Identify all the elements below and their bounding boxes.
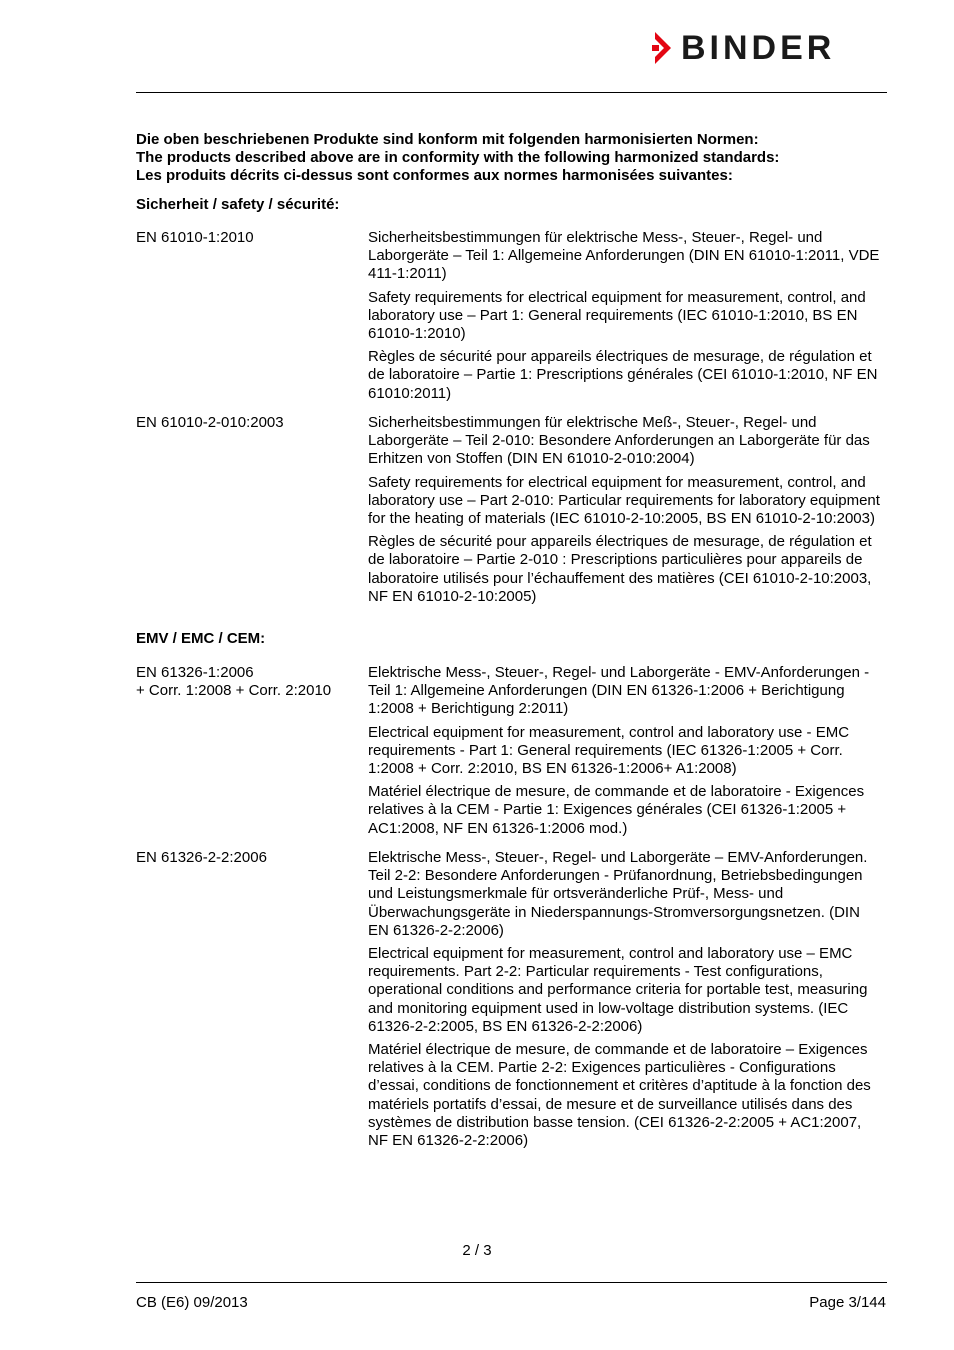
standard-description	[368, 849, 884, 1155]
description-de: Sicherheitsbestimmungen für elektrische Mess-, Steuer-, Regel- und Laborgeräte – Teil 1: Allgemeine Anforderungen (DIN EN 61010-1:2011, VDE 411-1:2011)	[368, 229, 880, 283]
intro-block	[136, 131, 887, 185]
standard-code	[136, 414, 361, 432]
description-en: Electrical equipment for measurement, control and laboratory use - EMC requirements - Part 1: General requirements (IEC 61326-1:2005 + Corr. 1:2008 + Corr. 2:2010, BS EN 61326-1:2006+ A1:2008)	[368, 723, 850, 778]
intro-fr: Les produits décrits ci-dessus sont conformes aux normes harmonisées suivantes:	[136, 167, 733, 184]
intro-de: Die oben beschriebenen Produkte sind konform mit folgenden harmonisierten Normen:	[136, 131, 759, 148]
page-counter: 2 / 3	[462, 1242, 492, 1259]
standard-code	[136, 229, 361, 247]
description-en: Safety requirements for electrical equipment for measurement, control, and laboratory use – Part 1: General requirements (IEC 61010-1:2010, BS EN 61010-1:2010)	[368, 288, 866, 343]
document-reference: CB (E6) 09/2013	[136, 1294, 248, 1311]
standard-code-line: EN 61010-2-010:2003	[136, 414, 284, 431]
description-en: Electrical equipment for measurement, control and laboratory use – EMC requirements. Part 2-2: Particular requirements - Test configurations, operational conditions and performance criteria for portable test, measuring and monitoring equipment used in low-voltage distribution systems. (IEC 61326-2-2:2005, BS EN 61326-2-2:2006)	[368, 945, 868, 1035]
description-de: Elektrische Mess-, Steuer-, Regel- und Laborgeräte - EMV-Anforderungen - Teil 1: Allgemeine Anforderungen (DIN EN 61326-1:2006 + Berichtigung 1:2008 + Berichtigung 2:2011)	[368, 664, 870, 718]
standard-code-line: EN 61010-1:2010	[136, 229, 254, 246]
standard-code	[136, 664, 361, 700]
standard-code	[136, 849, 361, 867]
standard-description	[368, 414, 884, 611]
description-fr: Matériel électrique de mesure, de commande et de laboratoire – Exigences relatives à la CEM. Partie 2-2: Exigences particulières - Configurations d’essai, conditions de fonctionnement et critères d’aptitude à la fonction des matériels portatifs d’essai, de mesure et de surveillance utilisés dans des systèmes de distribution basse tension. (CEI 61326-2-2:2005 + AC1:2007, NF EN 61326-2-2:2006)	[368, 1041, 871, 1150]
description-de: Sicherheitsbestimmungen für elektrische Meß-, Steuer-, Regel- und Laborgeräte – Teil 2-010: Besondere Anforderungen an Laborgeräte für das Erhitzen von Stoffen (DIN EN 61010-2-010:2004)	[368, 414, 870, 468]
binder-logo	[651, 28, 887, 68]
description-fr: Règles de sécurité pour appareils électriques de mesurage, de régulation et de laboratoire – Partie 2-010 : Prescriptions particulières pour appareils de laboratoire utilisés pour l’échauffement des matières (CEI 61010-2-10:2003, NF EN 61010-2-10:2005)	[368, 533, 872, 605]
standard-description	[368, 664, 884, 843]
header-rule	[136, 92, 887, 93]
page-number: Page 3/144	[809, 1294, 886, 1311]
description-de: Elektrische Mess-, Steuer-, Regel- und Laborgeräte – EMV-Anforderungen. Teil 2-2: Besondere Anforderungen - Prüfanordnung, Betriebsbedingungen und Leistungsmerkmale für ortsveränderliche Prüf-, Mess- und Überwachungsgeräte in Niederspannungs-Stromversorgungsnetzen. (DIN EN 61326-2-2:2006)	[368, 849, 868, 939]
footer-rule	[136, 1282, 887, 1283]
standard-code-line: + Corr. 1:2008 + Corr. 2:2010	[136, 682, 332, 700]
section-heading-safety: Sicherheit / safety / sécurité:	[136, 196, 340, 213]
standard-code-line: EN 61326-1:2006	[136, 664, 254, 681]
brand-name: BINDER	[681, 29, 836, 67]
intro-en: The products described above are in conformity with the following harmonized standards:	[136, 149, 780, 166]
standard-code-line: EN 61326-2-2:2006	[136, 849, 267, 866]
section-heading-emc: EMV / EMC / CEM:	[136, 630, 266, 647]
binder-chevron-icon	[651, 30, 675, 66]
description-fr: Matériel électrique de mesure, de commande et de laboratoire - Exigences relatives à la CEM - Partie 1: Exigences générales (CEI 61326-1:2005 + AC1:2008, NF EN 61326-1:2006 mod.)	[368, 783, 865, 837]
description-fr: Règles de sécurité pour appareils électriques de mesurage, de régulation et de laboratoire – Partie 1: Prescriptions générales (CEI 61010-1:2010, NF EN 61010:2011)	[368, 348, 878, 402]
standard-description	[368, 229, 884, 408]
description-en: Safety requirements for electrical equipment for measurement, control, and laboratory use – Part 2-010: Particular requirements for laboratory equipment for the heating of materials (IEC 61010-2-10:2005, BS EN 61010-2-10:2003)	[368, 473, 880, 528]
